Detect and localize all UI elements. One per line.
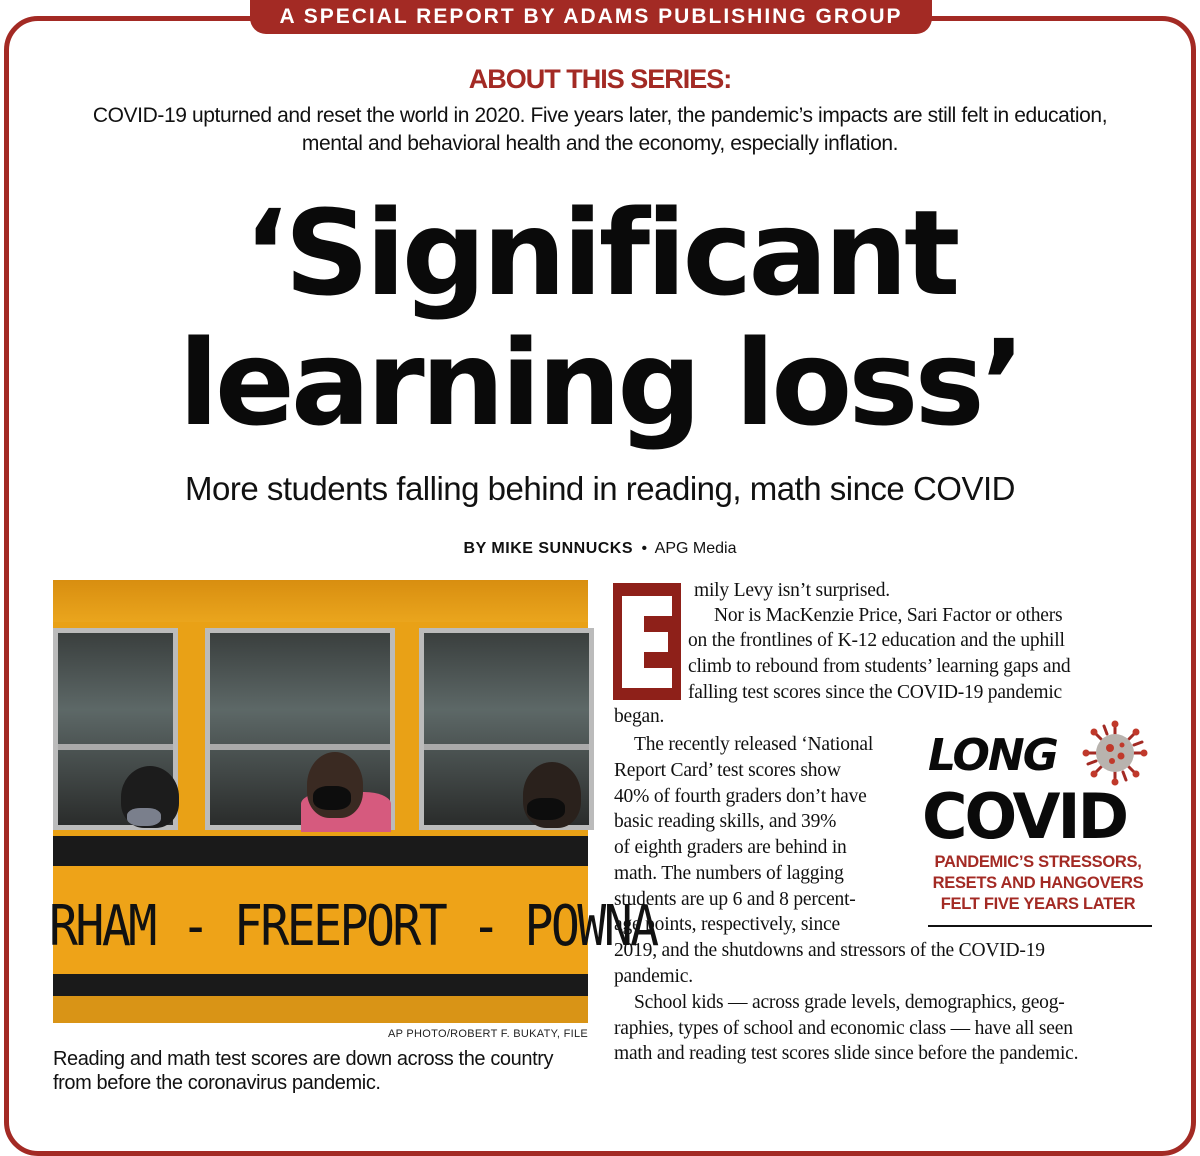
article-line: 40% of fourth graders don’t have	[614, 786, 867, 807]
article-line: raphies, types of school and economic class — have all seen	[614, 1018, 1073, 1039]
deck: More students falling behind in reading, math since COVID	[185, 470, 1015, 507]
headline	[0, 184, 1200, 452]
article-line: climb to rebound from students’ learning gaps and	[688, 656, 1071, 677]
long-covid-series-logo	[918, 722, 1158, 930]
article-line: mily Levy isn’t surprised.	[694, 580, 890, 601]
article-line: of eighth graders are behind in	[614, 837, 847, 858]
long-covid-word-1: LONG	[928, 730, 1057, 781]
bus-panel	[53, 996, 588, 1023]
report-banner: A SPECIAL REPORT BY ADAMS PUBLISHING GROUP	[250, 0, 932, 34]
photo-caption	[53, 1047, 593, 1095]
byline	[0, 540, 1200, 558]
bus-stripe	[53, 974, 588, 996]
article-line: The recently released ‘National	[634, 734, 874, 755]
article-line: basic reading skills, and 39%	[614, 811, 837, 832]
student-mask	[127, 808, 161, 826]
tagline-line-2: RESETS AND HANGOVERS	[932, 874, 1144, 892]
tagline-line-1: PANDEMIC’S STRESSORS,	[934, 853, 1142, 871]
series-line-2: mental and behavioral health and the economy, especially inflation.	[301, 132, 899, 155]
article-line: students are up 6 and 8 percent-	[614, 889, 856, 910]
article-line: Nor is MacKenzie Price, Sari Factor or others	[714, 605, 1063, 626]
article-line: 2019, and the shutdowns and stressors of the COVID-19	[614, 940, 1045, 961]
article-line: on the frontlines of K-12 education and the uphill	[688, 630, 1065, 651]
article-line: pandemic.	[614, 966, 693, 987]
student-mask	[527, 798, 565, 820]
drop-cap	[613, 583, 681, 700]
bus-stripe	[53, 836, 588, 866]
byline-outlet: APG Media	[654, 540, 737, 557]
virus-icon	[1082, 720, 1148, 786]
byline-separator: •	[641, 540, 648, 557]
bus-lettering: RHAM - FREEPORT - POWNA	[49, 894, 657, 959]
bus-roof	[53, 580, 588, 622]
series-heading: ABOUT THIS SERIES:	[468, 64, 732, 94]
series-description	[40, 102, 1160, 158]
article-line: falling test scores since the COVID-19 pandemic	[688, 682, 1062, 703]
article-line: math. The numbers of lagging	[614, 863, 844, 884]
article-line: School kids — across grade levels, demographics, geog-	[634, 992, 1065, 1013]
long-covid-tagline	[918, 852, 1158, 915]
student-mask	[313, 786, 351, 810]
caption-line-2: from before the coronavirus pandemic.	[53, 1072, 381, 1094]
photo-credit: AP PHOTO/ROBERT F. BUKATY, FILE	[387, 1028, 588, 1040]
article-line: age points, respectively, since	[614, 914, 840, 935]
article-line: began.	[614, 706, 665, 727]
article-line: math and reading test scores slide since before the pandemic.	[614, 1043, 1079, 1064]
headline-line-1: ‘Significant	[243, 184, 957, 322]
headline-line-2: learning loss’	[178, 314, 1022, 452]
byline-author: BY MIKE SUNNUCKS	[463, 540, 634, 557]
series-line-1: COVID-19 upturned and reset the world in 2020. Five years later, the pandemic’s impacts are still felt in education,	[92, 104, 1108, 127]
long-covid-word-2: COVID	[922, 780, 1127, 853]
drop-cap-letter-icon	[618, 592, 676, 692]
article-line: Report Card’ test scores show	[614, 760, 841, 781]
caption-line-1: Reading and math test scores are down across the country	[53, 1048, 554, 1070]
divider-rule	[928, 925, 1152, 927]
tagline-line-3: FELT FIVE YEARS LATER	[940, 895, 1136, 913]
